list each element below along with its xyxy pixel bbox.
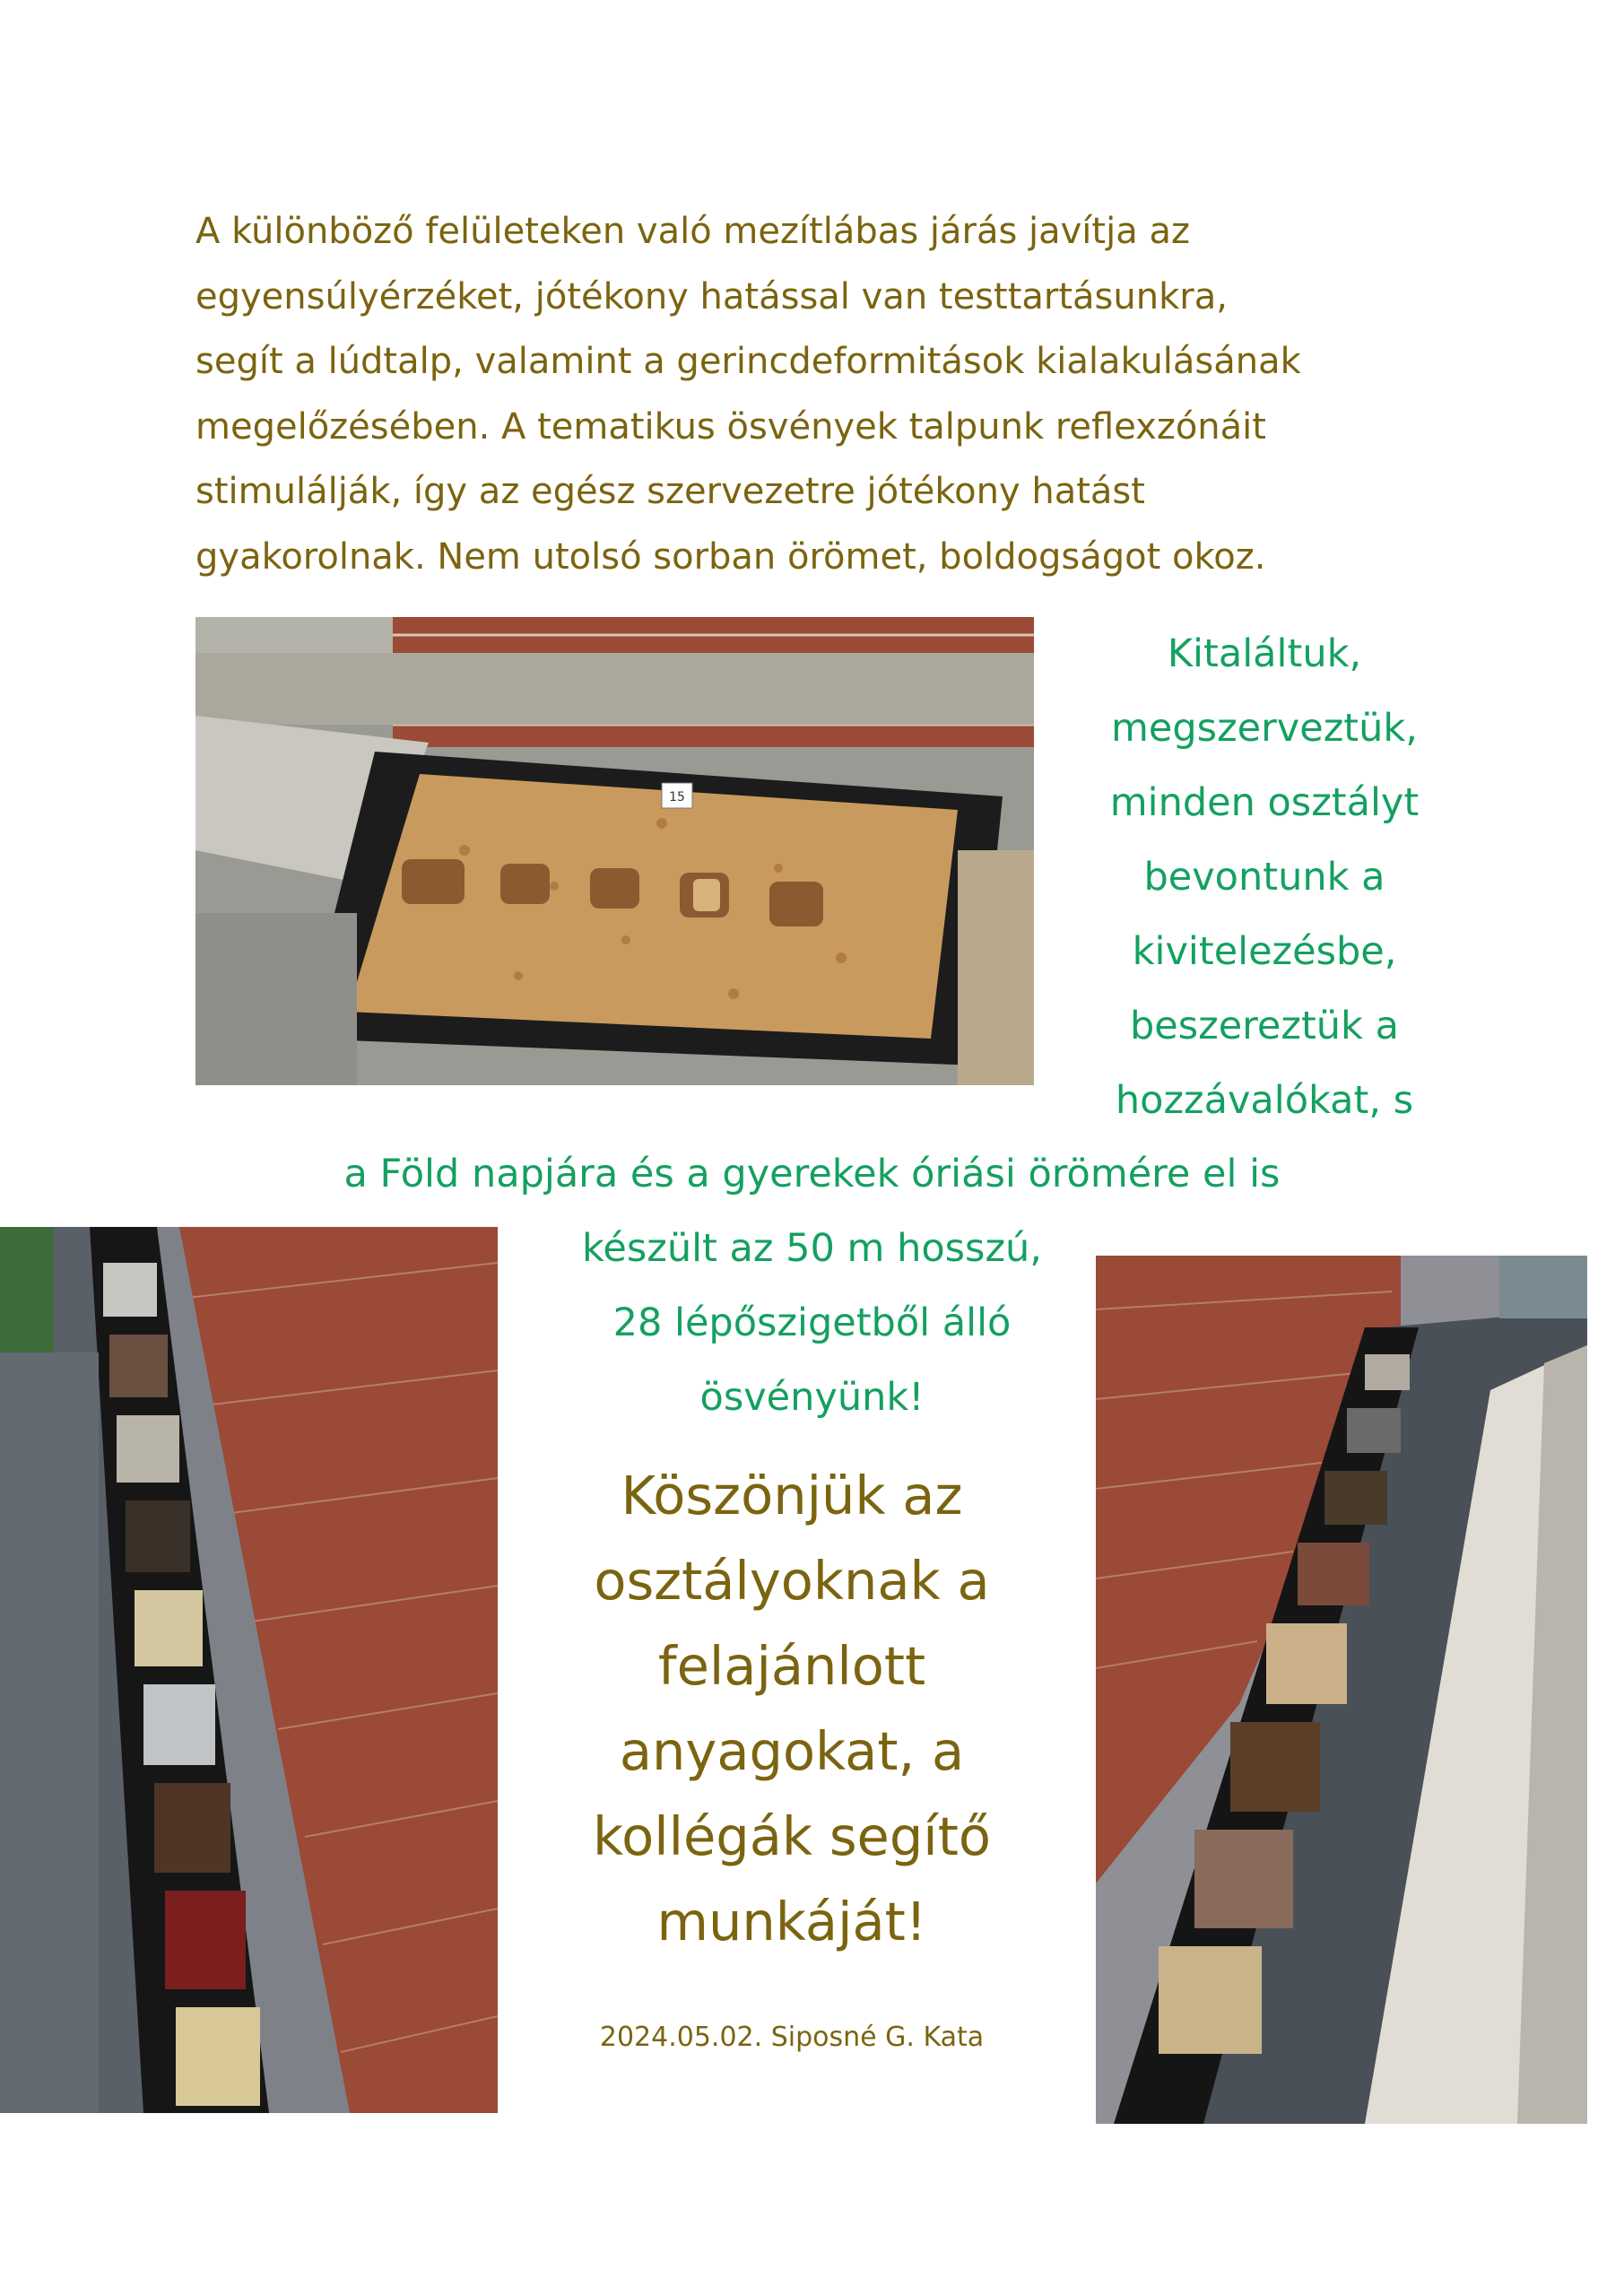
photo-wood-chip-station bbox=[195, 617, 1034, 1085]
signature-date: 2024.05.02. Siposné G. Kata bbox=[599, 2022, 985, 2053]
station-number-label: 15 bbox=[669, 790, 685, 804]
photo-path-left bbox=[0, 1227, 498, 2113]
story-part-one: Kitaláltuk, megszerveztük, minden osztályt bevontunk a kivitelezésbe, beszereztük a hozzávalókat, s bbox=[1109, 631, 1420, 1123]
thanks-message: Köszönjük az osztályoknak a felajánlott anyagokat, a kollégák segítő munkáját! bbox=[593, 1465, 991, 1952]
intro-paragraph: A különböző felületeken való mezítlábas járás javítja az egyensúlyérzéket, jótékony hatással van testtartásunkra, segít a lúdtalp, valamint a gerincdeformitások kialakulásának megelőzésében. A tematikus ösvények talpunk reflexzónáit stimulálják, így az egész szervezetre jótékony hatást gyakorolnak. Nem utolsó sorban örömet, boldogságot okoz. bbox=[195, 211, 1301, 578]
photo-path-right bbox=[1096, 1256, 1587, 2124]
story-part-two: a Föld napjára és a gyerekek óriási örömére el is készült az 50 m hosszú, 28 lépőszigetből álló ösvényünk! bbox=[343, 1152, 1281, 1420]
